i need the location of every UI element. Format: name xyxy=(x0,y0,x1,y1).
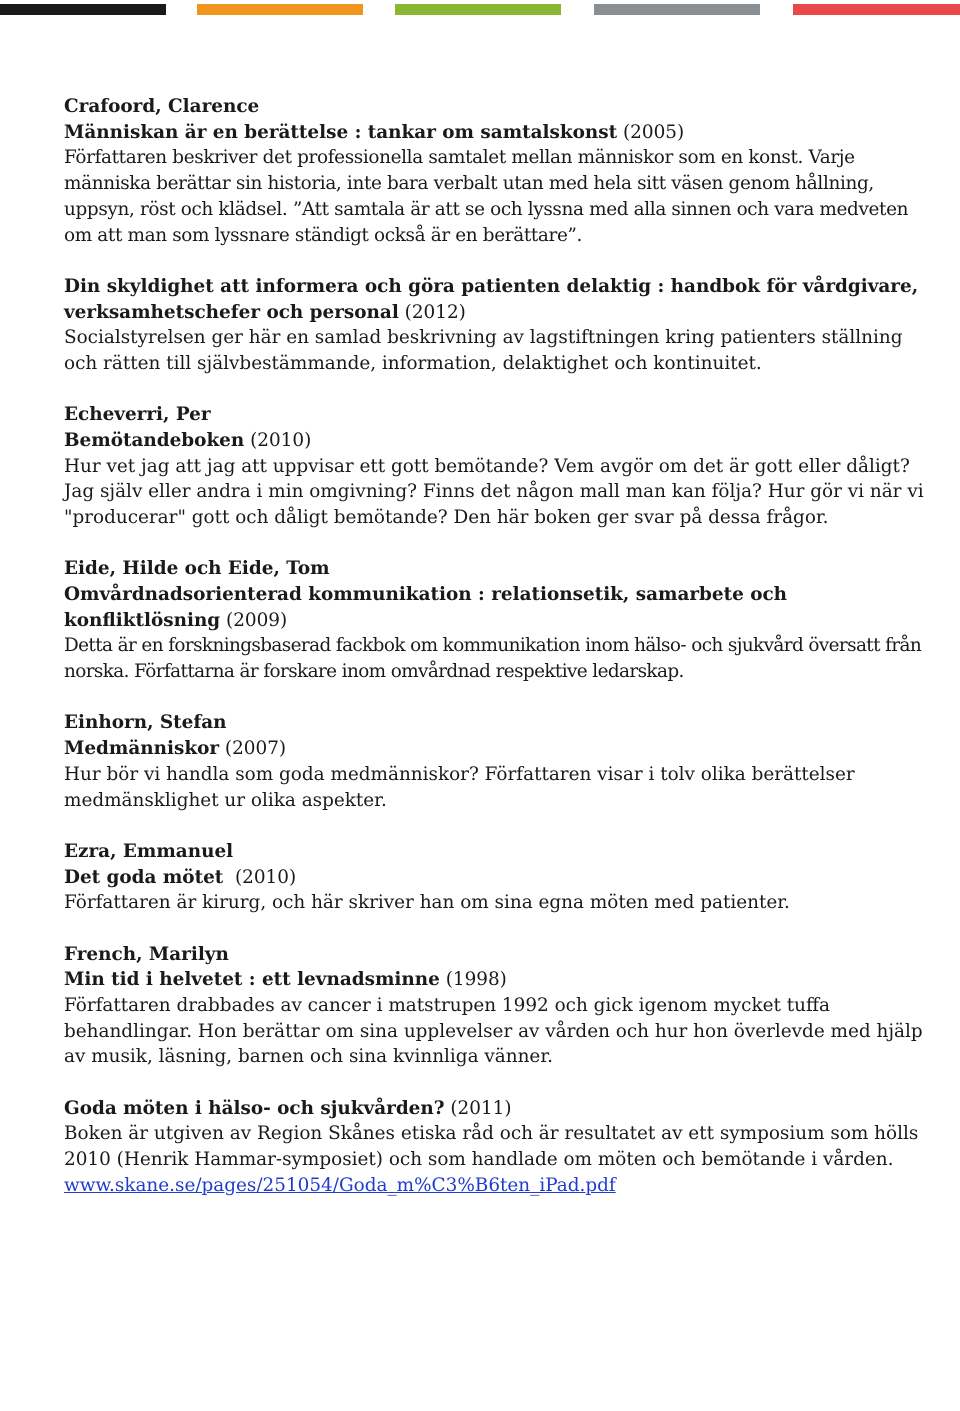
book-title: Medmänniskor xyxy=(64,738,220,760)
book-title: Människan är en berättelse : tankar om samtalskonst xyxy=(64,121,618,143)
book-entry xyxy=(64,710,924,813)
book-title-line xyxy=(64,967,924,993)
book-title: Goda möten i hälso- och sjukvården? xyxy=(64,1097,445,1119)
book-description: Författaren beskriver det professionella samtalet mellan människor som en konst. Varje människa berättar sin historia, inte bara verbalt utan med hela sitt väsen genom hållning, uppsyn, röst och klädsel. ”Att samtala är att se och lyssna med alla sinnen och vara medveten om att man som lyssnare ständigt också är en berättare”. xyxy=(64,147,909,246)
header-bar-grey xyxy=(594,4,760,15)
book-entry xyxy=(64,1096,924,1199)
book-description: Hur vet jag att jag att uppvisar ett gott bemötande? Vem avgör om det är gott eller dåligt? Jag själv eller andra i min omgivning? Finns det någon mall man kan följa? Hur gör vi när vi "producerar" gott och dåligt bemötande? Den här boken ger svar på dessa frågor. xyxy=(64,455,924,529)
book-author: Crafoord, Clarence xyxy=(64,96,260,117)
book-title-line xyxy=(64,274,924,325)
book-title-line xyxy=(64,736,924,762)
book-entry xyxy=(64,839,924,916)
book-entry xyxy=(64,274,924,377)
book-author: Einhorn, Stefan xyxy=(64,712,227,734)
book-link[interactable]: www.skane.se/pages/251054/Goda_m%C3%B6ten_iPad.pdf xyxy=(64,1174,616,1196)
book-description: Hur bör vi handla som goda medmänniskor? Författaren visar i tolv olika berättelser medmänsklighet ur olika aspekter. xyxy=(64,763,855,811)
header-bar-red xyxy=(793,4,960,15)
book-title-line xyxy=(64,1096,924,1122)
book-year: (2011) xyxy=(444,1097,512,1119)
book-title: Omvårdnadsorienterad kommunikation : relationsetik, samarbete och konfliktlösning xyxy=(64,584,788,631)
book-description: Socialstyrelsen ger här en samlad beskrivning av lagstiftningen kring patienters ställning och rätten till självbestämmande, information, delaktighet och kontinuitet. xyxy=(64,327,903,374)
header-bar-black xyxy=(0,4,166,15)
book-entry xyxy=(64,556,924,685)
book-entry xyxy=(64,402,924,531)
book-description: Boken är utgiven av Region Skånes etiska råd och är resultatet av ett symposium som hölls 2010 (Henrik Hammar-symposiet) och som handlade om möten och bemötande i vården. xyxy=(64,1123,919,1171)
book-title-line xyxy=(64,582,924,633)
header-bar-green xyxy=(395,4,561,15)
book-year: (1998) xyxy=(439,969,507,991)
book-description: Författaren drabbades av cancer i matstrupen 1992 och gick igenom mycket tuffa behandlingar. Hon berättar om sina upplevelser av vården och hur hon överlevde med hjälp av musik, läsning, barnen och sina kvinnliga vänner. xyxy=(64,994,923,1068)
book-year: (2010) xyxy=(244,429,312,451)
book-description: Författaren är kirurg, och här skriver han om sina egna möten med patienter. xyxy=(64,892,790,914)
book-author: French, Marilyn xyxy=(64,943,229,965)
book-title: Din skyldighet att informera och göra patienten delaktig : handbok för vårdgivare, verksamhetschefer och personal xyxy=(64,275,919,323)
book-title: Min tid i helvetet : ett levnadsminne xyxy=(64,969,440,991)
book-author: Echeverri, Per xyxy=(64,404,211,426)
book-title: Det goda mötet xyxy=(64,866,224,888)
book-title-line xyxy=(64,865,924,891)
header-bar-orange xyxy=(197,4,363,15)
book-title: Bemötandeboken xyxy=(64,429,245,451)
book-year: (2010) xyxy=(223,866,297,888)
book-year: (2005) xyxy=(617,121,685,143)
book-author: Ezra, Emmanuel xyxy=(64,840,234,862)
book-link-line xyxy=(64,1173,924,1199)
book-entry xyxy=(64,942,924,1071)
book-entry xyxy=(64,94,924,248)
book-year: (2012) xyxy=(398,301,466,323)
book-description: Detta är en forskningsbaserad fackbok om kommunikation inom hälso- och sjukvård översatt från norska. Författarna är forskare inom omvårdnad respektive ledarskap. xyxy=(64,635,922,683)
reading-list xyxy=(64,94,924,1224)
book-title-line xyxy=(64,120,924,146)
book-year: (2007) xyxy=(219,738,287,760)
book-year: (2009) xyxy=(220,609,288,631)
book-author: Eide, Hilde och Eide, Tom xyxy=(64,558,330,580)
header-color-bars xyxy=(0,4,960,15)
book-title-line xyxy=(64,428,924,454)
